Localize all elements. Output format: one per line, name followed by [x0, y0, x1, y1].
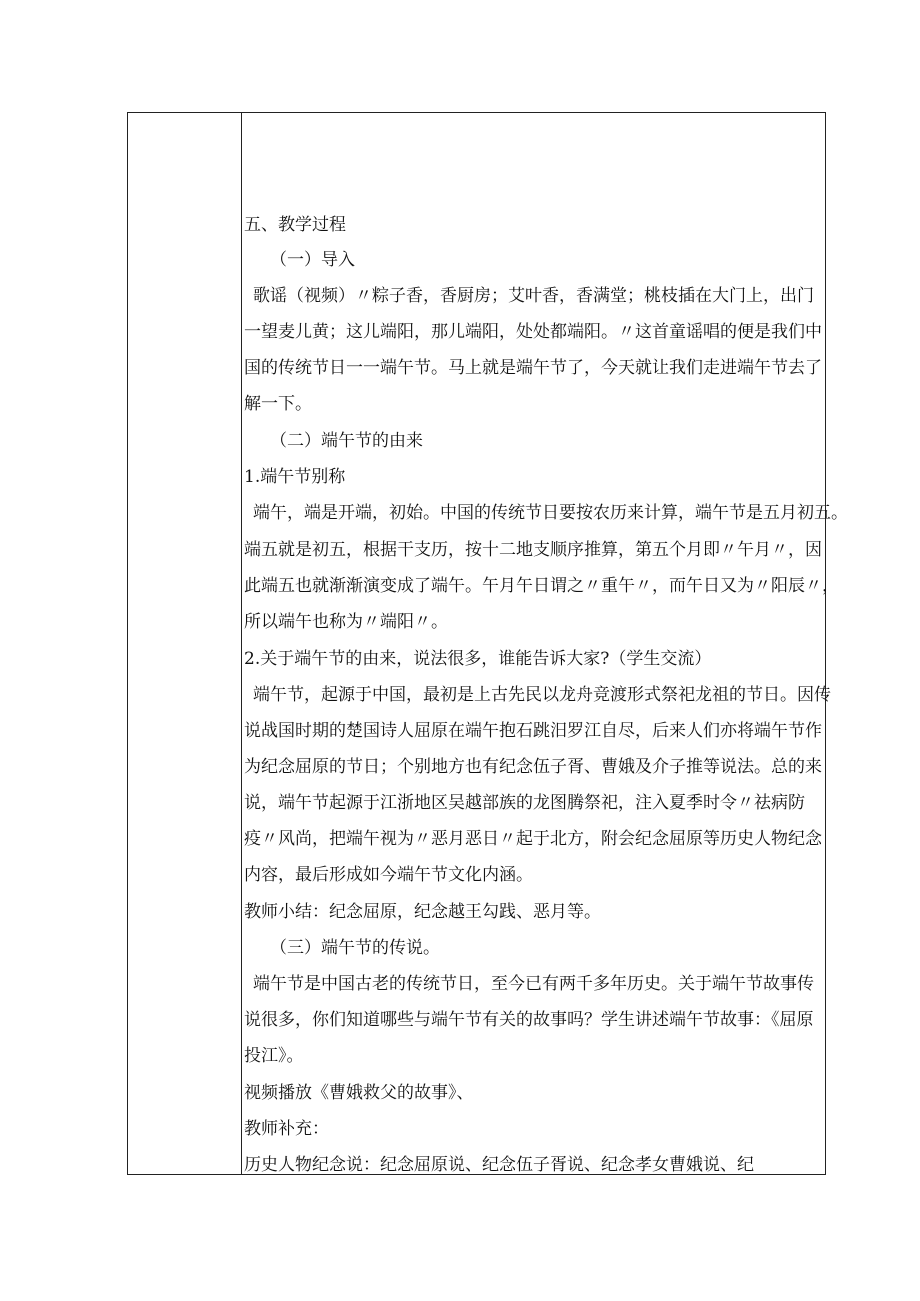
- section-title: 五、教学过程: [244, 215, 346, 235]
- history-line: 历史人物纪念说：纪念屈原说、纪念伍子胥说、纪念孝女曹娥说、纪: [244, 1155, 754, 1175]
- origin-line: 说战国时期的楚国诗人屈原在端午抱石跳汨罗江自尽，后来人们亦将端午节作: [244, 721, 822, 741]
- lesson-table: [127, 112, 848, 1175]
- origin-line: 为纪念屈原的节日；个别地方也有纪念伍子胥、曹娥及介子推等说法。总的来: [244, 757, 822, 777]
- intro-line: 国的传统节日一一端午节。马上就是端午节了，今天就让我们走进端午节去了: [244, 358, 822, 378]
- origin-line: 端午节，起源于中国，最初是上古先民以龙舟竞渡形式祭祀龙祖的节日。因传: [253, 685, 831, 705]
- origin-line: 内容，最后形成如今端午节文化内涵。: [244, 865, 533, 885]
- intro-line: 解一下。: [244, 394, 312, 414]
- intro-heading: （一）导入: [270, 250, 355, 270]
- alias-line: 所以端午也称为〃端阳〃。: [244, 612, 448, 632]
- origin-line: 疫〃风尚，把端午视为〃恶月恶日〃起于北方，附会纪念屈原等历史人物纪念: [244, 829, 822, 849]
- alias-line: 此端五也就渐渐演变成了端午。午月午日谓之〃重午〃，而午日又为〃阳辰〃，: [244, 576, 839, 596]
- alias-line: 端五就是初五，根据干支历，按十二地支顺序推算，第五个月即〃午月〃，因: [244, 540, 822, 560]
- origin-line: 说，端午节起源于江浙地区吴越部族的龙图腾祭祀，注入夏季时令〃祛病防: [244, 793, 805, 813]
- legend-line: 端午节是中国古老的传统节日，至今已有两千多年历史。关于端午节故事传: [253, 974, 814, 994]
- alias-line: 端午，端是开端，初始。中国的传统节日要按农历来计算，端午节是五月初五。: [253, 503, 848, 523]
- teacher-summary: 教师小结：纪念屈原，纪念越王勾践、恶月等。: [244, 902, 601, 922]
- lesson-content-cell: [244, 113, 848, 1175]
- legend-line: 投江》。: [244, 1046, 304, 1066]
- intro-line: 歌谣（视频）〃粽子香，香厨房；艾叶香，香满堂；桃枝插在大门上，出门: [253, 286, 814, 306]
- label-column: [128, 113, 242, 1174]
- intro-line: 一望麦儿黄；这儿端阳，那儿端阳，处处都端阳。〃这首童谣唱的便是我们中: [244, 322, 822, 342]
- origin-heading: （二）端午节的由来: [270, 431, 423, 451]
- legend-line: 说很多，你们知道哪些与端午节有关的故事吗？学生讲述端午节故事：《屈原: [244, 1010, 814, 1030]
- video-line: 视频播放《曹娥救父的故事》、: [244, 1083, 474, 1103]
- legend-heading: （三）端午节的传说。: [270, 938, 440, 958]
- teacher-supplement: 教师补充：: [244, 1119, 329, 1139]
- alias-heading: 1.端午节别称: [244, 467, 346, 487]
- origin-question: 2.关于端午节的由来，说法很多，谁能告诉大家?（学生交流）: [244, 649, 712, 669]
